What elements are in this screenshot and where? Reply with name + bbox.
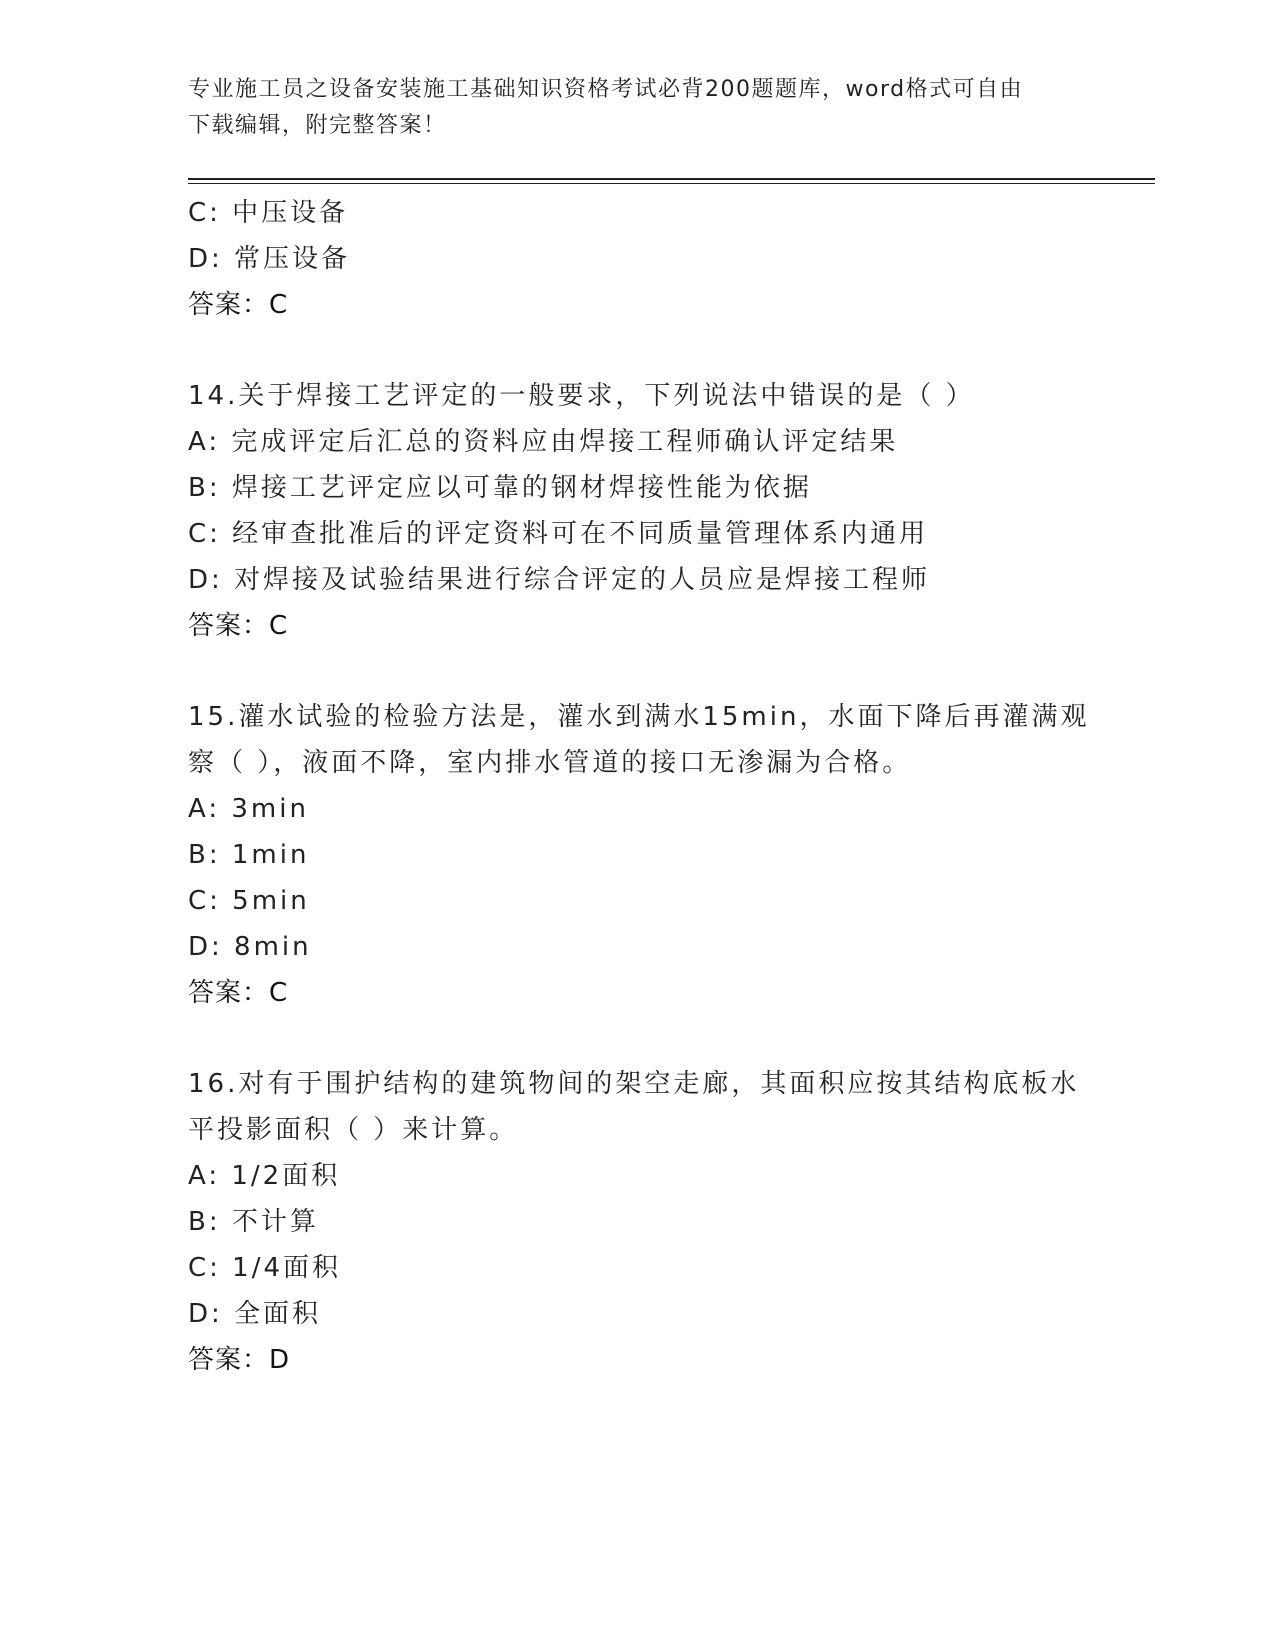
q14-option-c: C: 经审查批准后的评定资料可在不同质量管理体系内通用 bbox=[188, 519, 929, 549]
q15-option-a: A: 3min bbox=[188, 794, 309, 824]
q13-answer: 答案：C bbox=[188, 290, 289, 320]
q15-option-b: B: 1min bbox=[188, 840, 310, 870]
document-header bbox=[188, 72, 1088, 144]
q14-answer: 答案：C bbox=[188, 611, 289, 641]
q16-option-d: D: 全面积 bbox=[188, 1299, 322, 1329]
q14-option-b: B: 焊接工艺评定应以可靠的钢材焊接性能为依据 bbox=[188, 473, 812, 503]
spacer bbox=[188, 328, 1088, 373]
q16-question-line-1: 16.对有于围护结构的建筑物间的架空走廊，其面积应按其结构底板水 bbox=[188, 1069, 1080, 1099]
header-divider-thick bbox=[188, 178, 1155, 180]
q14-option-d: D: 对焊接及试验结果进行综合评定的人员应是焊接工程师 bbox=[188, 565, 931, 595]
q16-option-c: C: 1/4面积 bbox=[188, 1253, 342, 1283]
header-divider-thin bbox=[188, 183, 1155, 184]
q15-question-line-1: 15.灌水试验的检验方法是，灌水到满水15min，水面下降后再灌满观 bbox=[188, 702, 1090, 732]
question-15 bbox=[188, 694, 1088, 1016]
q15-option-d: D: 8min bbox=[188, 932, 312, 962]
q16-question-line-2: 平投影面积（ ）来计算。 bbox=[188, 1115, 519, 1145]
q13-option-c: C: 中压设备 bbox=[188, 198, 349, 228]
spacer bbox=[188, 1016, 1088, 1061]
question-13 bbox=[188, 190, 1088, 328]
q14-question: 14.关于焊接工艺评定的一般要求，下列说法中错误的是（ ） bbox=[188, 381, 975, 411]
question-16 bbox=[188, 1061, 1088, 1383]
q16-option-b: B: 不计算 bbox=[188, 1207, 319, 1237]
header-title-line-2: 下载编辑，附完整答案！ bbox=[188, 113, 447, 138]
q15-question-line-2: 察（ ），液面不降，室内排水管道的接口无渗漏为合格。 bbox=[188, 748, 912, 778]
question-14 bbox=[188, 373, 1088, 649]
q15-option-c: C: 5min bbox=[188, 886, 310, 916]
q16-answer: 答案：D bbox=[188, 1345, 291, 1375]
q15-answer: 答案：C bbox=[188, 978, 289, 1008]
q16-option-a: A: 1/2面积 bbox=[188, 1161, 341, 1191]
q14-option-a: A: 完成评定后汇总的资料应由焊接工程师确认评定结果 bbox=[188, 427, 899, 457]
question-list bbox=[188, 190, 1088, 1383]
spacer bbox=[188, 649, 1088, 694]
header-title-line-1: 专业施工员之设备安装施工基础知识资格考试必背200题题库，word格式可自由 bbox=[188, 77, 1024, 102]
q13-option-d: D: 常压设备 bbox=[188, 244, 351, 274]
